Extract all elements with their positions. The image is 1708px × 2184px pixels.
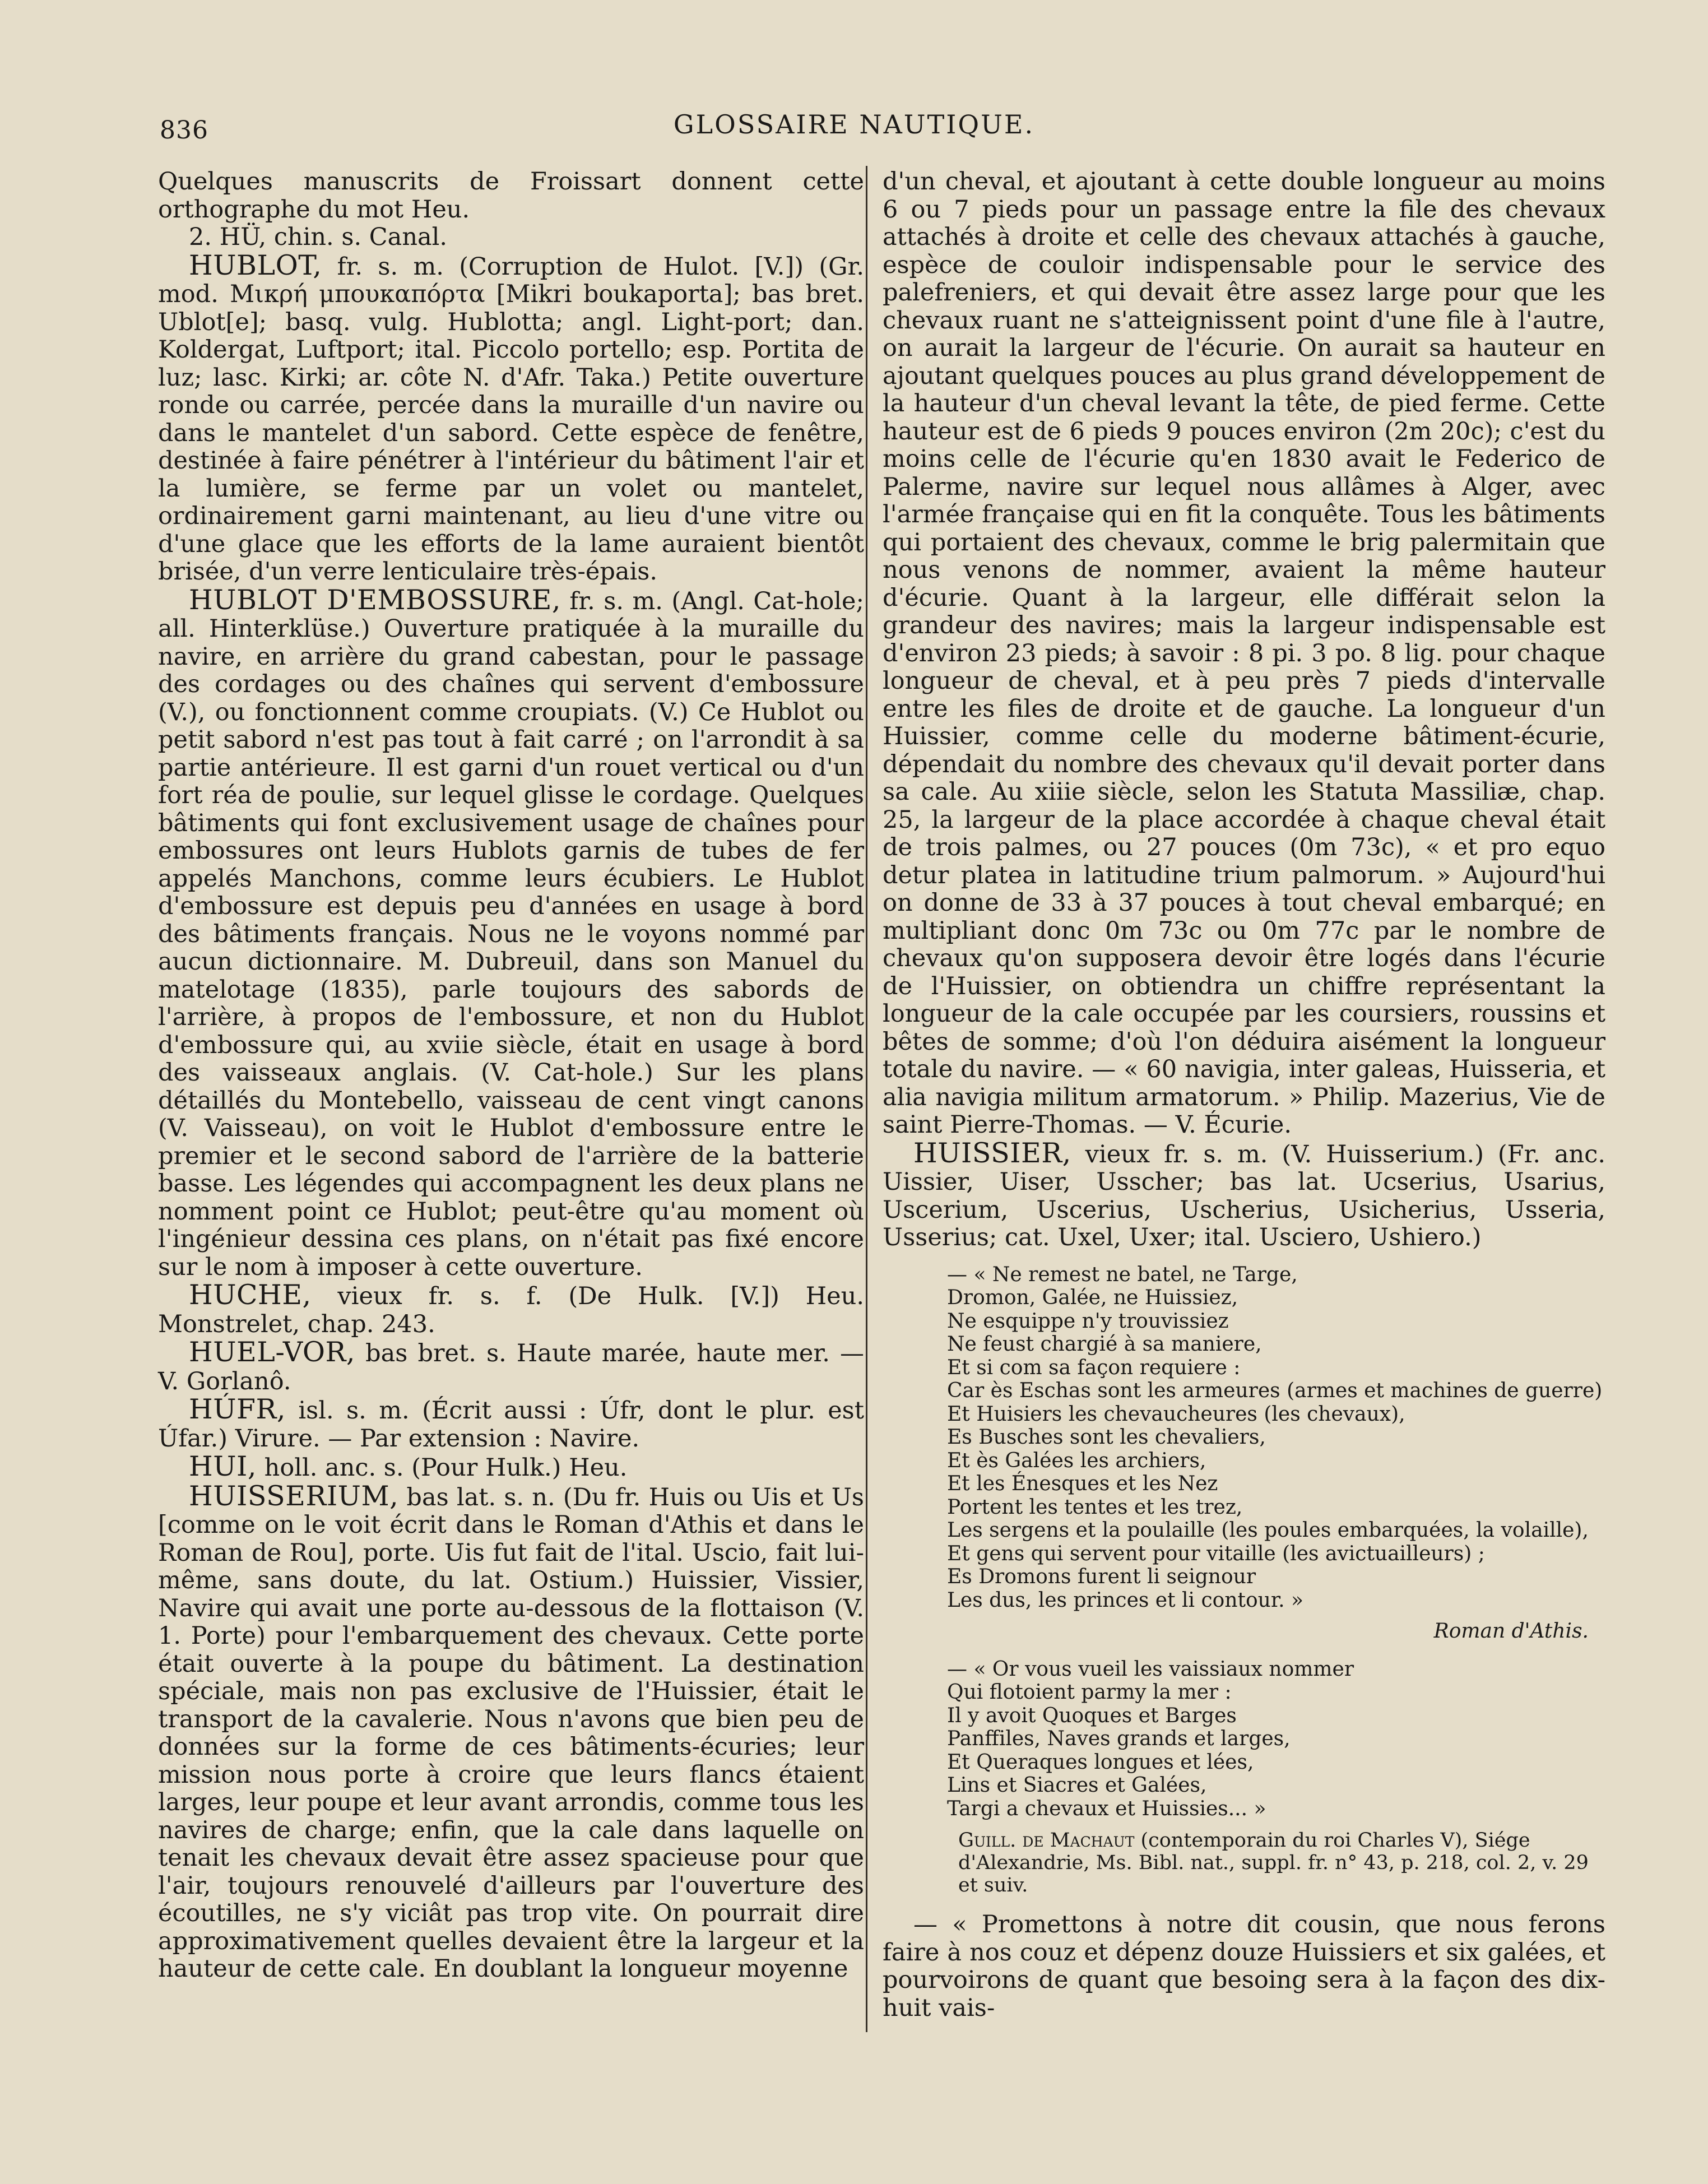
- definition-hublot-embossure: fr. s. m. (Angl. Cat-hole; all. Hinterklüse.) Ouverture pratiquée à la muraille du navire, en arrière du grand cabestan, pour le passage des cordages ou des chaînes qui servent d'embossure (V.), ou fonctionnent comme croupiats. (V.) Ce Hublot ou petit sabord n'est pas tout à fait carré ; on l'arrondit à sa partie antérieure. Il est garni d'un rouet vertical ou d'un fort réa de poulie, sur lequel glisse le cordage. Quelques bâtiments qui font exclusivement usage de chaînes pour embossures ont leurs Hublots garnis de tubes de fer appelés Manchons, comme leurs écubiers. Le Hublot d'embossure est depuis peu d'années en usage à bord des bâtiments français. Nous ne le voyons nommé par aucun dictionnaire. M. Dubreuil, dans son Manuel du matelotage (1835), parle toujours des sabords de l'arrière, à propos de l'embossure, et non du Hublot d'embossure qui, au xviie siècle, était en usage à bord des vaisseaux anglais. (V. Cat-hole.) Sur les plans détaillés du Montebello, vaisseau de cent vingt canons (V. Vaisseau), on voit le Hublot d'embossure entre le premier et le second sabord de l'arrière de la batterie basse. Les légendes qui accompagnent les deux plans ne nomment point ce Hublot; peut-être qu'au moment où l'ingénieur dessina ces plans, on n'était pas fixé encore sur le nom à imposer à cette ouverture.: [158, 587, 864, 1281]
- entry-huel-vor: [158, 1338, 864, 1395]
- verse-line: Es Busches sont les chevaliers,: [947, 1426, 1266, 1449]
- definition-huche: vieux fr. s. f. (De Hulk. [V.]) Heu. Monstrelet, chap. 243.: [158, 1282, 864, 1338]
- verse-line: Et les Énesques et les Nez: [947, 1472, 1218, 1495]
- headword-hublot: HUBLOT,: [189, 249, 322, 281]
- verse-line: — « Or vous vueil les vaissiaux nommer: [947, 1657, 1354, 1681]
- headword-huissier: HUISSIER,: [913, 1137, 1071, 1169]
- verse-line: Il y avoit Quoques et Barges: [947, 1704, 1237, 1727]
- continued-paragraph: Quelques manuscrits de Froissart donnent cette orthographe du mot Heu.: [158, 168, 864, 224]
- entry-huissier: [883, 1139, 1605, 1252]
- headword-huel-vor: HUEL-VOR,: [189, 1336, 355, 1368]
- quotation-roman-athis: [947, 1263, 1605, 1643]
- verse-line: Es Dromons furent li seignour: [947, 1565, 1256, 1588]
- verse-line: Dromon, Galée, ne Huissiez,: [947, 1286, 1238, 1309]
- headword-huche: HUCHE,: [189, 1279, 312, 1311]
- definition-huisserium: bas lat. s. n. (Du fr. Huis ou Uis et Us [comme on le voit écrit dans le Roman d'Athis et dans le Roman de Rou], porte. Uis fut fait de l'ital. Uscio, fait lui-même, sans doute, du lat. Ostium.) Huissier, Vissier, Navire qui avait une porte au-dessous de la flottaison (V. 1. Porte) pour l'embarquement des chevaux. Cette porte était ouverte à la poupe du bâtiment. La destination spéciale, mais non pas exclusive de l'Huissier, était le transport de la cavalerie. Nous n'avons que bien peu de données sur la forme de ces bâtiments-écuries; leur mission nous porte à croire que leurs flancs étaient larges, leur poupe et leur avant arrondis, comme tous les navires de charge; enfin, que la cale dans laquelle on tenait les chevaux devait être assez spacieuse pour que l'air, toujours renouvelé d'ailleurs par l'ouverture des écoutilles, ne s'y viciât pas trop vite. On pourrait dire approximativement quelles devaient être la largeur et la hauteur de cette cale. En doublant la longueur moyenne: [158, 1483, 864, 1983]
- running-title: GLOSSAIRE NAUTIQUE.: [673, 109, 1035, 140]
- entry-hui: [158, 1450, 864, 1482]
- entry-hublot: [158, 249, 864, 586]
- citation-details: (contemporain du roi Charles V), Siége d'Alexandrie, Ms. Bibl. nat., suppl. fr. n° 43, p. 218, col. 2, v. 29 et suiv.: [958, 1829, 1589, 1896]
- definition-hufr: isl. s. m. (Écrit aussi : Úfr, dont le plur. est Úfar.) Virure. — Par extension : Navire.: [158, 1397, 864, 1453]
- verse-line: Targi a chevaux et Huissies... »: [947, 1797, 1266, 1820]
- page-number: 836: [160, 116, 208, 145]
- verse-line: Ne esquippe n'y trouvissiez: [947, 1309, 1229, 1333]
- verse-line: Car ès Eschas sont les armeures (armes et machines de guerre): [947, 1379, 1603, 1402]
- quotation-machaut: [947, 1658, 1605, 1821]
- verse-line: Lins et Siacres et Galées,: [947, 1774, 1207, 1797]
- entry-hu: 2. HÜ, chin. s. Canal.: [189, 223, 448, 251]
- verse-line: Et Queraques longues et lées,: [947, 1750, 1254, 1774]
- verse-line: Les sergens et la poulaille (les poules embarquées, la volaille),: [947, 1519, 1589, 1542]
- right-column: [883, 168, 1605, 2022]
- verse-line: Et Huisiers les chevaucheures (les chevaux),: [947, 1402, 1405, 1426]
- verse-line: Ne feust chargié à sa maniere,: [947, 1333, 1262, 1356]
- entry-huisserium: [158, 1482, 864, 1983]
- verse-line: Et ès Galées les archiers,: [947, 1449, 1206, 1472]
- entry-hublot-embossure: [158, 583, 864, 1282]
- headword-hublot-embossure: HUBLOT D'EMBOSSURE,: [189, 583, 561, 616]
- definition-huel-vor: bas bret. s. Haute marée, haute mer. — V. Gorlanô.: [158, 1339, 864, 1395]
- verse-line: — « Ne remest ne batel, ne Targe,: [947, 1263, 1298, 1286]
- verse-line: Portent les tentes et les trez,: [947, 1495, 1243, 1519]
- definition-hui: holl. anc. s. (Pour Hulk.) Heu.: [256, 1454, 628, 1482]
- headword-hui: HUI,: [189, 1450, 257, 1482]
- definition-hublot: fr. s. m. (Corruption de Hulot. [V.]) (Gr. mod. Μικρή μπουκαπόρτα [Mikri boukaporta]; bas bret. Ublot[e]; basq. vulg. Hublotta; angl. Light-port; dan. Koldergat, Luftport; ital. Piccolo portello; esp. Portita de luz; lasc. Kirki; ar. côte N. d'Afr. Taka.) Petite ouverture ronde ou carrée, percée dans la muraille d'un navire ou dans le mantelet d'un sabord. Cette espèce de fenêtre, destinée à faire pénétrer à l'intérieur du bâtiment l'air et la lumière, se ferme par un volet ou mantelet, ordinairement garni maintenant, au lieu d'une vitre ou d'une glace que les efforts de la lame auraient bientôt brisée, d'un verre lenticulaire très-épais.: [158, 252, 864, 586]
- left-column: [158, 168, 864, 1983]
- verse-line: Qui flotoient parmy la mer :: [947, 1681, 1232, 1704]
- definition-huissier: vieux fr. s. m. (V. Huisserium.) (Fr. anc. Uissier, Uiser, Usscher; bas lat. Ucserius, Usarius, Uscerium, Uscerius, Uscherius, Usicherius, Usseria, Usserius; cat. Uxel, Uxer; ital. Usciero, Ushiero.): [883, 1140, 1605, 1251]
- continued-paragraph-right: d'un cheval, et ajoutant à cette double longueur au moins 6 ou 7 pieds pour un passage entre la file des chevaux attachés à droite et celle des chevaux attachés à gauche, espèce de couloir indispensable pour le service des palefreniers, et qui devait être assez large pour que les chevaux ruant ne s'atteignissent point d'une file à l'autre, on aurait la largeur de l'écurie. On aurait sa hauteur en ajoutant quelques pouces au plus grand développement de la hauteur d'un cheval levant la tête, de pied ferme. Cette hauteur est de 6 pieds 9 pouces environ (2m 20c); c'est du moins celle de l'écurie qu'en 1830 avait le Federico de Palerme, navire sur lequel nous allâmes à Alger, avec l'armée française qui en fit la conquête. Tous les bâtiments qui portaient des chevaux, comme le brig palermitain que nous venons de nommer, avaient la même hauteur d'écurie. Quant à la largeur, elle différait selon la grandeur des navires; mais la largeur indispensable est d'environ 23 pieds; à savoir : 8 pi. 3 po. 8 lig. pour chaque longueur de cheval, et à peu près 7 pieds d'intervalle entre les files de droite et de gauche. La longueur d'un Huissier, comme celle du moderne bâtiment-écurie, dépendait du nombre des chevaux qu'il devait porter dans sa cale. Au xiiie siècle, selon les Statuta Massiliæ, chap. 25, la largeur de la place accordée à chaque cheval était de trois palmes, ou 27 pouces (0m 73c), « et pro equo detur platea in latitudine trium palmorum. » Aujourd'hui on donne de 33 à 37 pouces à tout cheval embarqué; en multipliant donc 0m 73c ou 0m 77c par le nombre de chevaux qu'on supposera devoir être logés dans l'écurie de l'Huissier, on obtiendra un chiffre représentant la longueur de la cale occupée par les coursiers, roussins et bêtes de somme; d'où l'on déduira aisément la longueur totale du navire. — « 60 navigia, inter galeas, Huisseria, et alia navigia militum armatorum. » Philip. Mazerius, Vie de saint Pierre-Thomas. — V. Écurie.: [883, 168, 1605, 1139]
- column-divider: [866, 166, 867, 2032]
- verse-line: Les dus, les princes et li contour. »: [947, 1588, 1303, 1612]
- quotation-source: Roman d'Athis.: [1433, 1620, 1589, 1643]
- final-quotation: — « Promettons à notre dit cousin, que nous ferons faire à nos couz et dépenz douze Huissiers et six galées, et pourvoirons de quant que besoing sera à la façon des dix-huit vais-: [883, 1911, 1605, 2022]
- verse-line: Et gens qui servent pour vitaille (les avictuailleurs) ;: [947, 1542, 1485, 1565]
- verse-line: Et si com sa façon requiere :: [947, 1356, 1241, 1379]
- headword-huisserium: HUISSERIUM,: [189, 1480, 399, 1512]
- verse-line: Panffiles, Naves grands et larges,: [947, 1727, 1291, 1750]
- entry-huche: [158, 1281, 864, 1338]
- citation-machaut: [958, 1829, 1605, 1896]
- entry-hufr: [158, 1395, 864, 1453]
- headword-hufr: HÚFR,: [189, 1393, 286, 1425]
- citation-author: Guill. de Machaut: [958, 1829, 1135, 1852]
